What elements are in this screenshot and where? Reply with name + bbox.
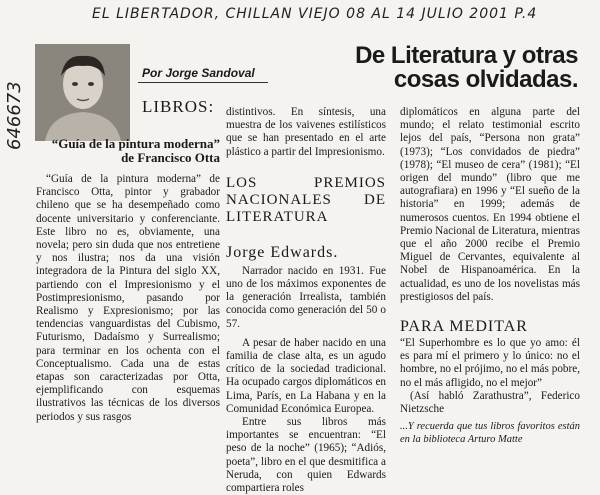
section-title-premios: LOS PREMIOS NACIONALES DE LITERATURA [226,174,386,225]
byline-rule [138,82,268,83]
byline: Por Jorge Sandoval [142,66,255,80]
paragraph-edwards-2: A pesar de haber nacido en una familia de clase alta, es un agudo crítico de la sociedad tradicional. Ha ocupado cargos diplomáticos en Lima, París, en La Habana y en la Comunidad Económica Europea. [226,336,386,415]
paragraph-edwards-3: Entre sus libros más importantes se encuentran: “El peso de la noche” (1965); “Adiós, poeta”, libro en el que desmitifica a Neruda, con quien Edwards compartiera roles [226,416,386,495]
paragraph-quote: “El Superhombre es lo que yo amo: él es para mí el primero y lo único: no el hombre, no el prójimo, no el más pobre, no el más afligido, no el mejor” [400,337,580,389]
paragraph-guia-cont: distintivos. En síntesis, una muestra de los vaivenes estilísticos que se han presentado en el arte plástico a partir del Impresionismo. [226,106,386,158]
paragraph-edwards-cont: diplomáticos en alguna parte del mundo; el relato testimonial escrito lejos del país, “Persona non grata” (1973); “Los convidados de piedra” (1978); “El museo de cera” (1981); “El origen del mundo” (libro que me autografiara) en 1996 y “El sueño de la historia” en 1999; además de numerosos cuentos. En 1994 obtiene el Premio Nacional de Literatura, mientras que el año 2000 recibe el Premio Miguel de Cervantes, equivalente al Nobel de Hispanoamérica. En la actualidad, es uno de los novelistas más prestigiosos del país. [400,106,580,303]
closing-note: ...Y recuerda que tus libros favoritos están en la biblioteca Arturo Matte [400,421,580,446]
quote-attribution: (Así habló Zarathustra”, Federico Nietzsche [400,389,580,416]
subhead-jorge-edwards: Jorge Edwards. [226,243,339,261]
headline-line-2: cosas olvidadas. [393,66,578,93]
section-title-para-meditar: PARA MEDITAR [400,318,528,336]
section-title-libros: LIBROS: [142,97,215,116]
column-2 [226,106,386,495]
handwritten-side-number: 646673 [4,81,25,150]
column-1 [36,98,220,424]
headline-line-1: De Literatura y otras [355,42,578,69]
paragraph-guia: “Guía de la pintura moderna” de Francisco Otta, pintor y grabador chileno que se ha desempeñado como docente universitario y conferenciante. Este libro no es, obviamente, una novela; pero sin duda que nos entretiene y nos ilustra; nos da una visión integradora de la Pintura del siglo XX, partiendo con el Impresionismo y el Postimpresionismo, pasando por Realismo y Expresionismo; por las tendencias vanguardistas del Cubismo, Futurismo, Dadaísmo y Surrealismo; para terminar en los ochenta con el Conceptualismo. Cada una de estas etapas son caracterizadas por Otta, ejemplificando con esquemas ilustrativos las técnicas de los diversos periodos y sus rasgos [36,173,220,423]
paragraph-edwards-1: Narrador nacido en 1931. Fue uno de los máximos exponentes de la generación Irrealista, también conocida como generación del 50 o 57. [226,264,386,330]
column-3 [400,106,580,447]
subhead-guia-pintura: “Guía de la pintura moderna” de Francisco Otta [51,136,220,165]
headline [355,44,578,92]
handwritten-header: EL LIBERTADOR, CHILLAN VIEJO 08 AL 14 JULIO 2001 P.4 [92,6,538,22]
